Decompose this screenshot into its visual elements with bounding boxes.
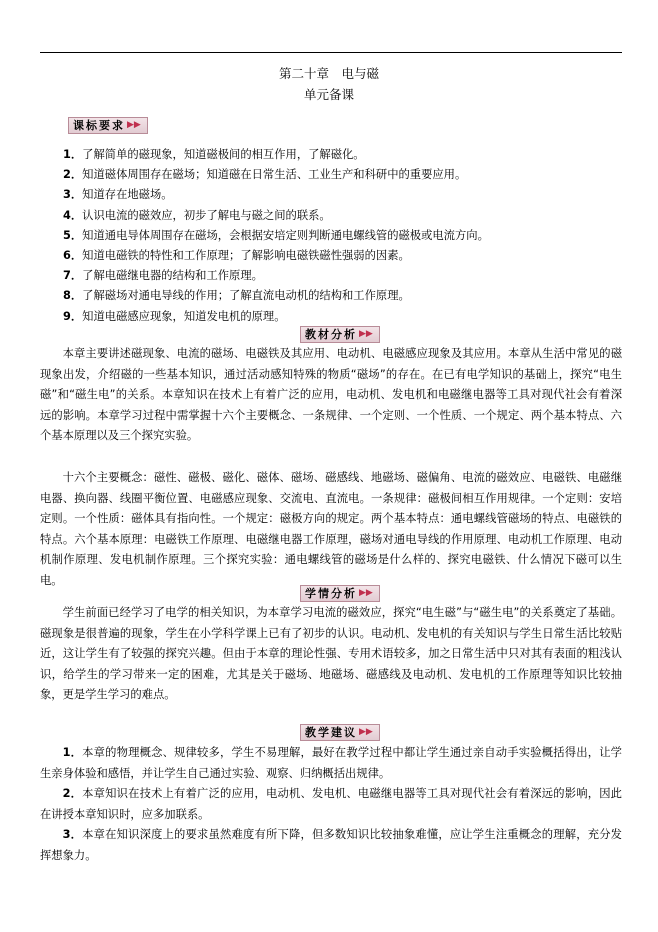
list-item: 7．了解电磁继电器的结构和工作原理。 [63, 269, 263, 283]
list-item: 2．知道磁体周围存在磁场；知道磁在日常生活、工业生产和科研中的重要应用。 [63, 168, 467, 182]
list-item: 8．了解磁场对通电导线的作用；了解直流电动机的结构和工作原理。 [63, 289, 410, 303]
section-label: 课标要求 [73, 119, 125, 132]
curriculum-list [63, 145, 623, 327]
section-badge-students [300, 585, 380, 602]
section-label: 教材分析 [305, 328, 357, 341]
list-item: 5．知道通电导体周围存在磁场，会根据安培定则判断通电螺线管的磁极或电流方向。 [63, 228, 489, 242]
textbook-paragraph-2: 十六个主要概念：磁性、磁极、磁化、磁体、磁场、磁感线、地磁场、磁偏角、电流的磁效应、电磁铁、电磁继电器、换向器、线圈平衡位置、电磁感应现象、交流电、直流电。一条规律：磁极间相互作用规律。一个定则：安培定则。一个性质：磁体具有指向性。一个规定：磁极方向的规定。两个基本特点：通电螺线管磁场的特点、电磁铁的特点。六个基本原理：电磁铁工作原理、电磁继电器工作原理，磁场对通电导线的作用原理、电动机工作原理、电动机制作原理、发电机制作原理。三个探究实验：通电螺线管的磁场是什么样的、探究电磁铁、什么情况下磁可以生电。 [40, 471, 622, 587]
section-badge-curriculum [68, 117, 148, 134]
chapter-title: 第二十章 电与磁 [278, 66, 379, 81]
double-arrow-icon: ▶▶ [359, 588, 373, 598]
list-item: 4．认识电流的磁效应，初步了解电与磁之间的联系。 [63, 208, 331, 222]
suggestion-item-3: 3．本章在知识深度上的要求虽然难度有所下降，但多数知识比较抽象难懂，应让学生注重概念的理解，充分发挥想象力。 [40, 828, 622, 862]
section-badge-suggestions [300, 724, 380, 741]
section-badge-textbook [300, 326, 380, 343]
unit-subtitle: 单元备课 [303, 87, 354, 102]
double-arrow-icon: ▶▶ [359, 727, 373, 737]
section-label: 学情分析 [305, 587, 357, 600]
suggestion-item-2: 2．本章知识在技术上有着广泛的应用，电动机、发电机、电磁继电器等工具对现代社会有着深远的影响，因此在讲授本章知识时，应多加联系。 [40, 787, 622, 821]
list-item: 6．知道电磁铁的特性和工作原理；了解影响电磁铁磁性强弱的因素。 [63, 249, 410, 263]
list-item: 1．了解简单的磁现象，知道磁极间的相互作用，了解磁化。 [63, 148, 365, 161]
header-rule [40, 52, 622, 53]
section-label: 教学建议 [305, 726, 357, 739]
list-item: 3．知道存在地磁场。 [63, 188, 173, 202]
list-item: 9．知道电磁感应现象，知道发电机的原理。 [63, 309, 286, 323]
suggestion-item-1: 1．本章的物理概念、规律较多，学生不易理解，最好在教学过程中都让学生通过亲自动手实验概括得出，让学生亲身体验和感悟，并让学生自己通过实验、观察、归纳概括出规律。 [40, 746, 622, 780]
double-arrow-icon: ▶▶ [359, 329, 373, 339]
double-arrow-icon: ▶▶ [127, 120, 141, 130]
students-paragraph: 学生前面已经学习了电学的相关知识，为本章学习电流的磁效应，探究“电生磁”与“磁生电”的关系奠定了基础。磁现象是很普遍的现象，学生在小学科学课上已有了初步的认识。电动机、发电机的有关知识与学生日常生活比较贴近，这让学生有了较强的探究兴趣。但由于本章的理论性强、专用术语较多，加之日常生活中只对其有表面的粗浅认识，给学生的学习带来一定的困难，尤其是关于磁场、地磁场、磁感线及电动机、发电机的工作原理等知识比较抽象，更是学生学习的难点。 [40, 606, 622, 702]
textbook-paragraph-1: 本章主要讲述磁现象、电流的磁场、电磁铁及其应用、电动机、电磁感应现象及其应用。本章从生活中常见的磁现象出发，介绍磁的一些基本知识，通过活动感知特殊的物质“磁场”的存在。在已有电学知识的基础上，探究“电生磁”和“磁生电”的关系。本章知识在技术上有着广泛的应用，电动机、发电机和电磁继电器等工具对现代社会有着深远的影响。本章学习过程中需掌握十六个主要概念、一条规律、一个定则、一个性质、一个规定、两个基本特点、六个基本原理以及三个探究实验。 [40, 347, 622, 443]
